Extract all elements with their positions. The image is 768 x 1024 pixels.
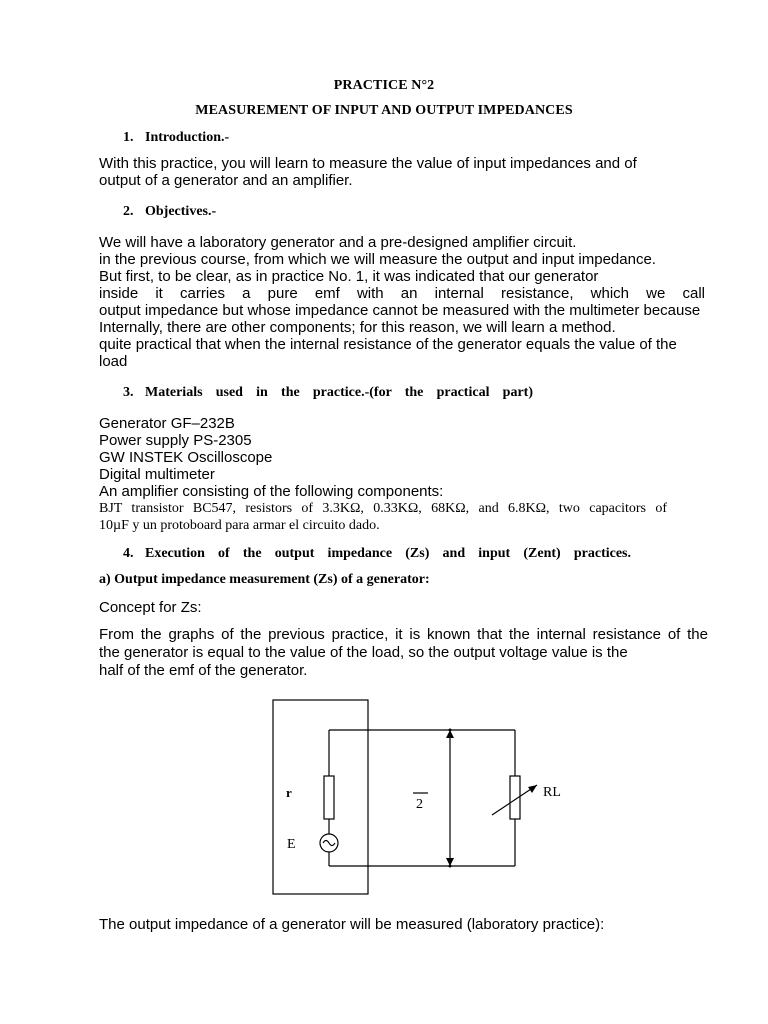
intro-line-1: With this practice, you will learn to measure the value of input impedances and of: [99, 155, 637, 172]
section-number: 1.: [123, 130, 134, 145]
page-subtitle: MEASUREMENT OF INPUT AND OUTPUT IMPEDANCES: [195, 103, 573, 118]
objectives-line-5: output impedance but whose impedance cannot be measured with the multimeter because: [99, 302, 701, 319]
materials-serif-line-2: 10µF y un protoboard para armar el circuito dado.: [99, 518, 380, 533]
materials-serif-line-1: BJT transistor BC547, resistors of 3.3KΩ, 0.33KΩ, 68KΩ, and 6.8KΩ, two capacitors of: [99, 501, 667, 516]
materials-line-1: Generator GF–232B: [99, 415, 235, 432]
section-title: Introduction.-: [145, 130, 230, 145]
label-E: E: [287, 837, 296, 852]
objectives-line-7: quite practical that when the internal resistance of the generator equals the value of the: [99, 336, 677, 353]
objectives-line-2: in the previous course, from which we will measure the output and input impedance.: [99, 251, 656, 268]
objectives-line-3: But first, to be clear, as in practice No. 1, it was indicated that our generator: [99, 268, 599, 285]
section-number: 3.: [123, 385, 134, 400]
materials-line-2: Power supply PS-2305: [99, 432, 252, 449]
page-title: PRACTICE N°2: [333, 78, 435, 93]
objectives-line-8: load: [99, 353, 128, 370]
graph-line-3: half of the emf of the generator.: [99, 662, 308, 679]
objectives-line-4: inside it carries a pure emf with an internal resistance, which we call: [99, 285, 705, 302]
graph-line-1: From the graphs of the previous practice, it is known that the internal resistance of the: [99, 626, 708, 643]
materials-line-3: GW INSTEK Oscilloscope: [99, 449, 273, 466]
objectives-line-6: Internally, there are other components; for this reason, we will learn a method.: [99, 319, 616, 336]
materials-line-5: An amplifier consisting of the following components:: [99, 483, 444, 500]
section-title: Objectives.-: [145, 204, 217, 219]
final-line: The output impedance of a generator will be measured (laboratory practice):: [99, 916, 605, 933]
label-r: r: [286, 785, 292, 800]
intro-line-2: output of a generator and an amplifier.: [99, 172, 353, 189]
concept-line: Concept for Zs:: [99, 599, 202, 616]
section-number: 2.: [123, 204, 134, 219]
objectives-line-1: We will have a laboratory generator and a pre-designed amplifier circuit.: [99, 234, 577, 251]
section-title: Execution of the output impedance (Zs) and input (Zent) practices.: [145, 546, 631, 561]
subsection-a-heading: a) Output impedance measurement (Zs) of a generator:: [99, 572, 430, 587]
materials-line-4: Digital multimeter: [99, 466, 215, 483]
graph-line-2: the generator is equal to the value of the load, so the output voltage value is the: [99, 644, 628, 661]
internal-resistor: [324, 776, 334, 819]
section-number: 4.: [123, 546, 134, 561]
label-RL: RL: [543, 785, 561, 800]
label-half: 2: [416, 797, 423, 812]
section-title: Materials used in the practice.-(for the practical part): [145, 385, 533, 400]
